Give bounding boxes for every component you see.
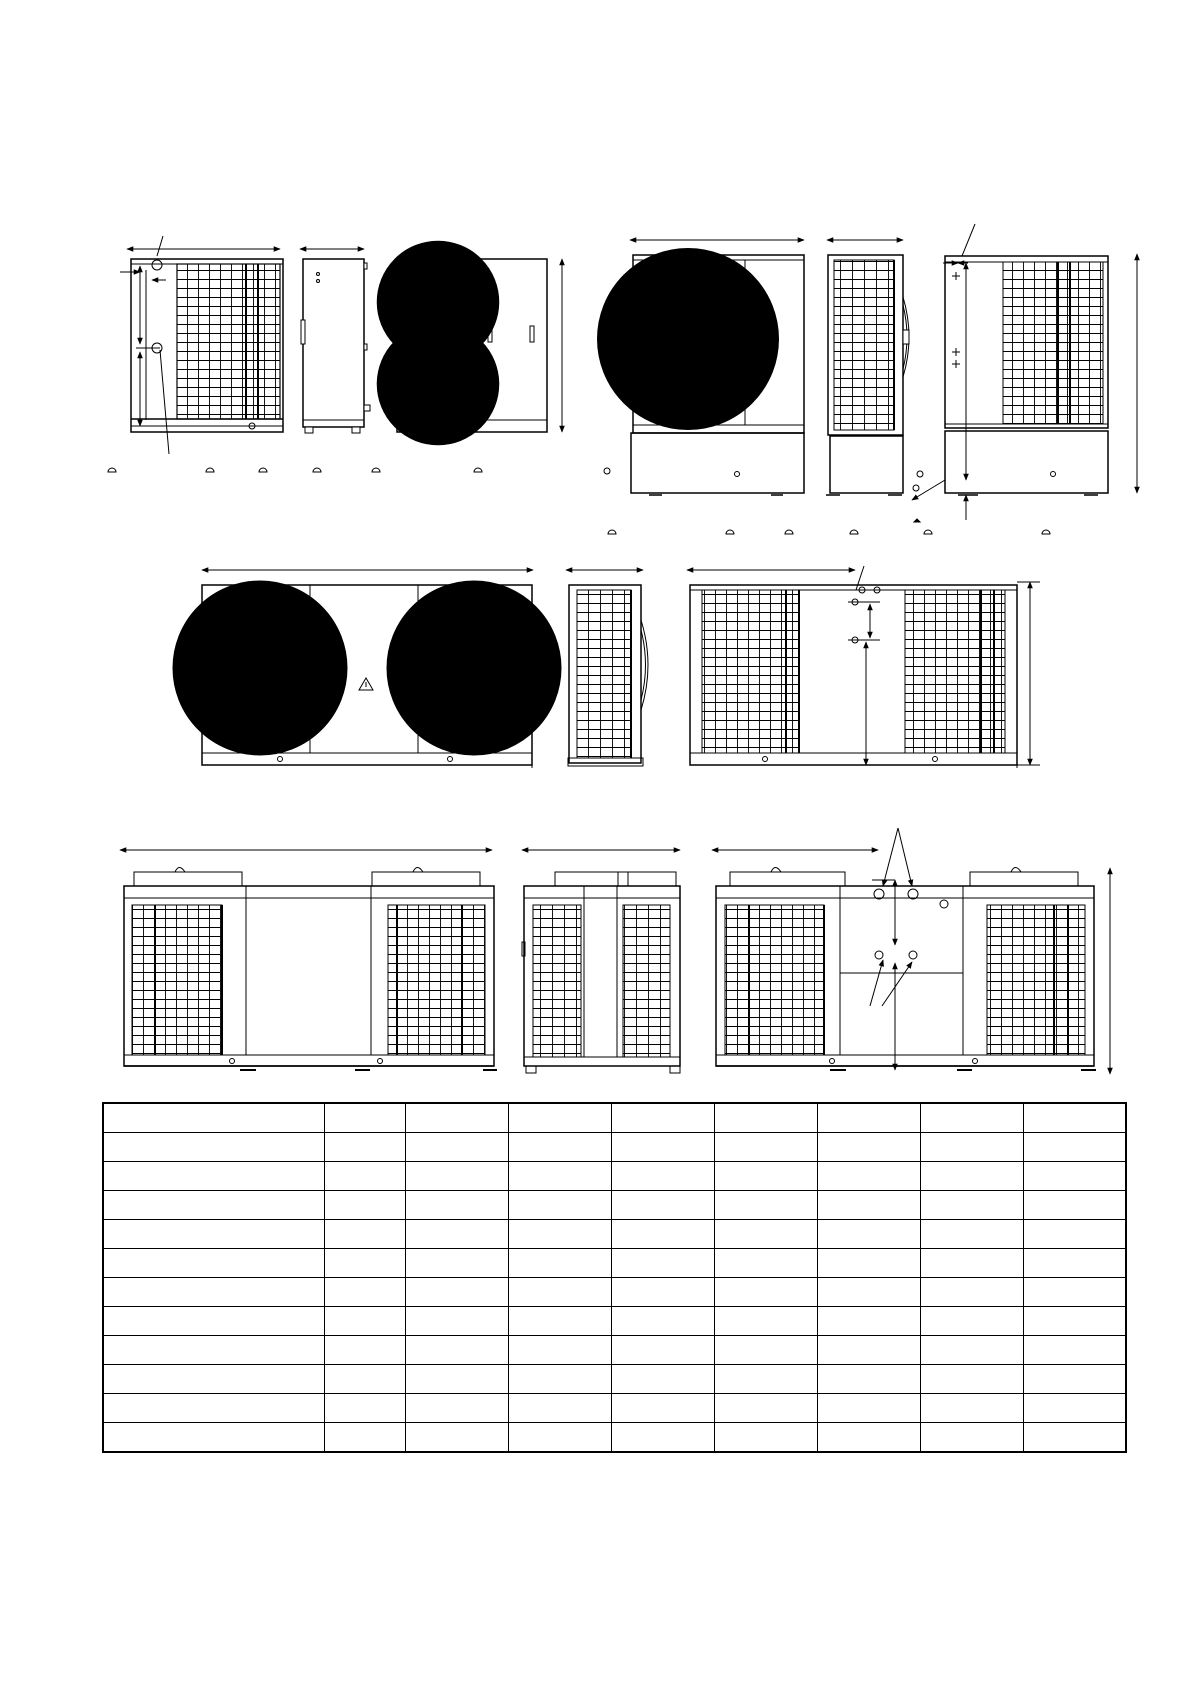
table-cell (1023, 1191, 1126, 1220)
table-cell (920, 1162, 1023, 1191)
table-cell (714, 1103, 817, 1133)
table-cell (714, 1278, 817, 1307)
unit-a-front-view (397, 259, 562, 432)
table-cell (324, 1307, 405, 1336)
unit-b-front-view (630, 240, 804, 495)
table-cell (103, 1394, 324, 1423)
table-cell (103, 1365, 324, 1394)
table-cell (817, 1307, 920, 1336)
unit-c-side-view (566, 570, 648, 766)
table-cell (324, 1336, 405, 1365)
table-cell (920, 1307, 1023, 1336)
unit-a-back-view (120, 236, 283, 454)
table-cell (103, 1162, 324, 1191)
table-cell (405, 1278, 508, 1307)
table-cell (817, 1103, 920, 1133)
table-cell (405, 1249, 508, 1278)
table-cell (324, 1133, 405, 1162)
table-cell (1023, 1365, 1126, 1394)
table-cell (611, 1133, 714, 1162)
table-cell (611, 1394, 714, 1423)
unit-d-side-view (522, 850, 680, 1073)
table-cell (508, 1394, 611, 1423)
table-cell (714, 1249, 817, 1278)
table-cell (817, 1336, 920, 1365)
table-cell (508, 1162, 611, 1191)
dimensions-table-body (103, 1103, 1126, 1452)
table-cell (405, 1307, 508, 1336)
table-cell (405, 1423, 508, 1453)
table-cell (508, 1133, 611, 1162)
dimensions-table (102, 1102, 1127, 1453)
table-cell (405, 1336, 508, 1365)
table-cell (1023, 1394, 1126, 1423)
unit-d-back-view (712, 828, 1110, 1074)
table-cell (1023, 1307, 1126, 1336)
unit-d-front-view (120, 850, 497, 1070)
table-row (103, 1394, 1126, 1423)
table-row (103, 1423, 1126, 1453)
table-cell (103, 1103, 324, 1133)
table-cell (817, 1394, 920, 1423)
table-cell (103, 1220, 324, 1249)
table-cell (324, 1365, 405, 1394)
table-cell (508, 1191, 611, 1220)
table-row (103, 1133, 1126, 1162)
table-cell (1023, 1220, 1126, 1249)
table-cell (405, 1103, 508, 1133)
table-row (103, 1191, 1126, 1220)
table-cell (920, 1423, 1023, 1453)
table-cell (508, 1365, 611, 1394)
table-cell (103, 1278, 324, 1307)
table-row (103, 1278, 1126, 1307)
table-cell (508, 1220, 611, 1249)
table-cell (817, 1162, 920, 1191)
table-cell (508, 1336, 611, 1365)
table-cell (611, 1336, 714, 1365)
table-cell (920, 1220, 1023, 1249)
table-cell (1023, 1249, 1126, 1278)
table-row (103, 1336, 1126, 1365)
table-cell (714, 1307, 817, 1336)
table-cell (508, 1307, 611, 1336)
table-cell (817, 1278, 920, 1307)
table-cell (405, 1394, 508, 1423)
table-cell (611, 1307, 714, 1336)
table-cell (324, 1220, 405, 1249)
table-cell (714, 1133, 817, 1162)
table-cell (817, 1220, 920, 1249)
table-row (103, 1220, 1126, 1249)
table-cell (611, 1103, 714, 1133)
table-cell (817, 1423, 920, 1453)
table-row (103, 1162, 1126, 1191)
table-cell (611, 1191, 714, 1220)
table-row (103, 1307, 1126, 1336)
table-cell (324, 1162, 405, 1191)
table-cell (611, 1423, 714, 1453)
table-cell (817, 1365, 920, 1394)
table-cell (920, 1278, 1023, 1307)
table-cell (324, 1423, 405, 1453)
table-cell (508, 1249, 611, 1278)
table-cell (324, 1191, 405, 1220)
table-cell (1023, 1278, 1126, 1307)
table-cell (324, 1249, 405, 1278)
table-cell (405, 1365, 508, 1394)
table-cell (714, 1191, 817, 1220)
table-cell (714, 1220, 817, 1249)
table-cell (324, 1103, 405, 1133)
reference-marks-row-2 (608, 530, 1050, 534)
table-row (103, 1365, 1126, 1394)
table-cell (611, 1162, 714, 1191)
table-cell (324, 1278, 405, 1307)
table-cell (508, 1278, 611, 1307)
table-cell (405, 1162, 508, 1191)
table-cell (920, 1191, 1023, 1220)
table-cell (714, 1394, 817, 1423)
table-cell (611, 1249, 714, 1278)
table-cell (508, 1423, 611, 1453)
table-cell (611, 1278, 714, 1307)
table-cell (1023, 1103, 1126, 1133)
table-cell (817, 1191, 920, 1220)
table-cell (103, 1133, 324, 1162)
table-cell (103, 1336, 324, 1365)
table-cell (405, 1133, 508, 1162)
table-cell (611, 1220, 714, 1249)
unit-b-side-view (826, 240, 909, 495)
table-cell (920, 1394, 1023, 1423)
table-cell (1023, 1336, 1126, 1365)
table-cell (405, 1220, 508, 1249)
reference-marks-row-1 (108, 468, 610, 474)
table-cell (920, 1365, 1023, 1394)
unit-a-side-view (300, 249, 370, 433)
table-cell (508, 1103, 611, 1133)
table-row (103, 1249, 1126, 1278)
table-cell (920, 1133, 1023, 1162)
table-cell (1023, 1133, 1126, 1162)
table-cell (103, 1423, 324, 1453)
table-cell (405, 1191, 508, 1220)
unit-c-back-view (687, 566, 1040, 768)
table-cell (920, 1336, 1023, 1365)
table-cell (714, 1423, 817, 1453)
table-cell (1023, 1423, 1126, 1453)
table-cell (611, 1365, 714, 1394)
table-row (103, 1103, 1126, 1133)
table-cell (920, 1249, 1023, 1278)
table-cell (103, 1249, 324, 1278)
table-cell (817, 1249, 920, 1278)
table-cell (920, 1103, 1023, 1133)
table-cell (324, 1394, 405, 1423)
table-cell (714, 1336, 817, 1365)
table-cell (817, 1133, 920, 1162)
table-cell (103, 1307, 324, 1336)
table-cell (714, 1162, 817, 1191)
unit-b-back-view (912, 224, 1137, 522)
unit-c-front-view (202, 570, 533, 768)
table-cell (714, 1365, 817, 1394)
table-cell (1023, 1162, 1126, 1191)
table-cell (103, 1191, 324, 1220)
